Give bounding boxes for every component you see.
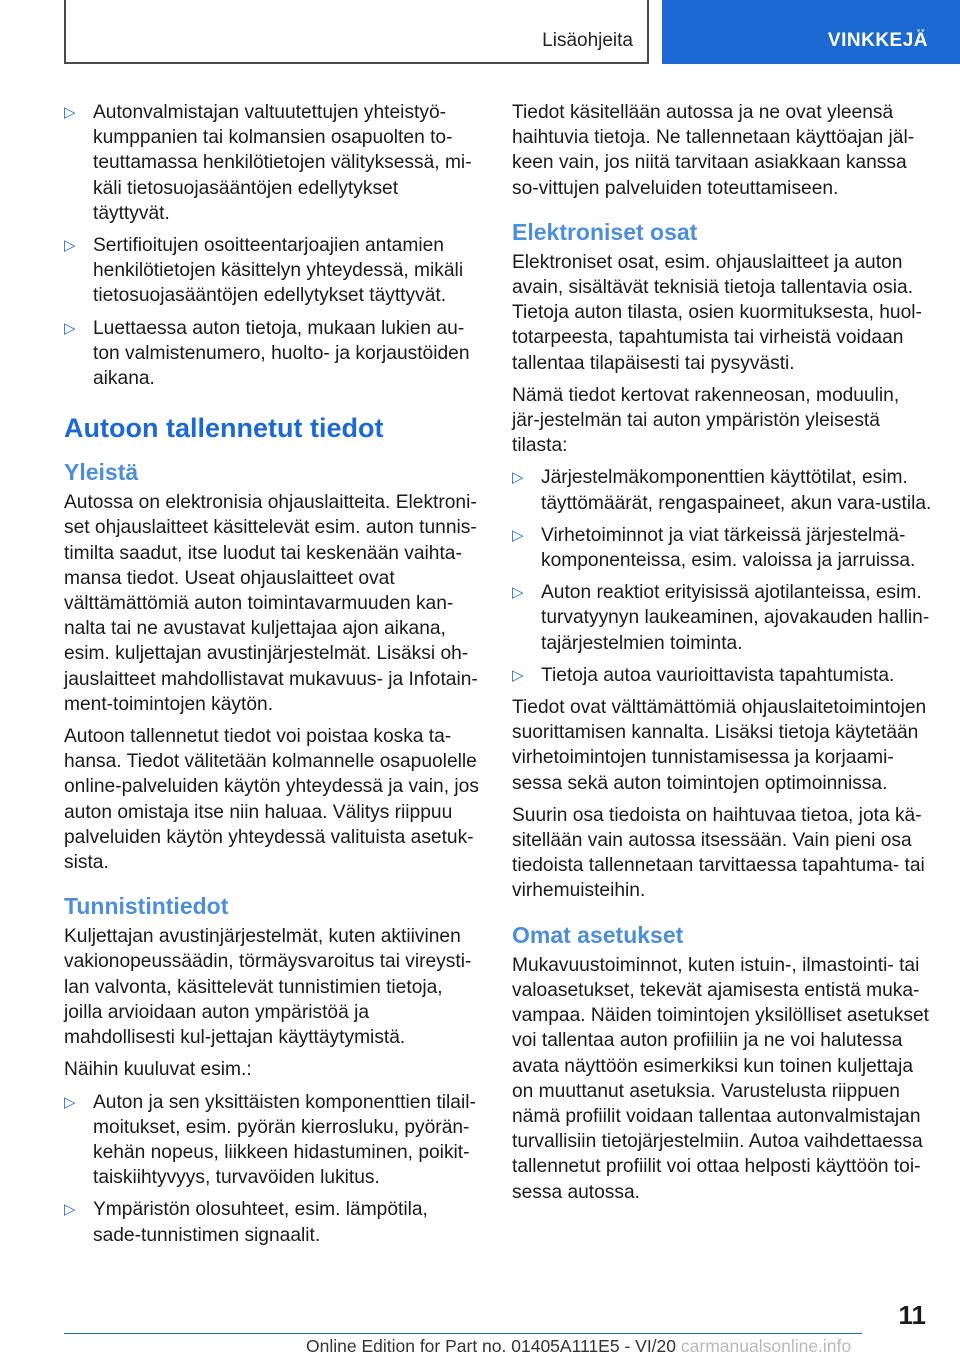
elektroniset-bullet-list: [512, 465, 932, 688]
list-item: ▷ Tietoja autoa vaurioittavista tapahtumista.: [512, 663, 932, 688]
triangle-right-icon: ▷: [64, 237, 76, 255]
triangle-right-icon: ▷: [64, 1093, 76, 1111]
paragraph: Nämä tiedot kertovat rakenneosan, moduulin, jär-jestelmän tai auton ympäristön yleisestä tilasta:: [512, 384, 900, 457]
triangle-right-icon: ▷: [512, 469, 524, 487]
header-chapter-title: VINKKEJÄ: [827, 30, 928, 51]
intro-bullet-list: [64, 100, 480, 391]
header-section-title: Lisäohjeita: [542, 30, 633, 51]
triangle-right-icon: ▷: [512, 526, 524, 544]
list-item: ▷ Virhetoiminnot ja viat tärkeissä järjestelmä-komponenteissa, esim. valoissa ja jarruissa.: [512, 524, 916, 572]
triangle-right-icon: ▷: [512, 666, 524, 684]
list-item: ▷ Järjestelmäkomponenttien käyttötilat, esim. täyttömäärät, rengaspaineet, akun vara-ustila.: [512, 467, 932, 514]
yleista-heading: Yleistä: [64, 459, 139, 486]
paragraph: Näihin kuuluvat esim.:: [64, 1059, 252, 1081]
header-chapter-tab: [662, 0, 960, 64]
list-item: ▷ Luettaessa auton tietoja, mukaan lukien au-ton valmistenumero, huolto- ja korjaustöiden aikana.: [64, 317, 470, 390]
omat-asetukset-heading: Omat asetukset: [512, 921, 684, 948]
footer-divider: [64, 1333, 862, 1334]
triangle-right-icon: ▷: [64, 319, 76, 337]
list-item: ▷ Sertifioitujen osoitteentarjoajien antamien henkilötietojen käsittelyn yhteydessä, mikäli tietosuojasääntöjen edellytykset täyttyvät.: [64, 235, 464, 307]
triangle-right-icon: ▷: [64, 104, 76, 121]
paragraph: Autossa on elektronisia ohjauslaitteita. Elektroni-set ohjauslaitteet käsittelevät esim. auton tunnis-timilta saadut, itse luodut tai keskenään vaihta-mansa tiedot. Useat ohjauslaitteet ovat välttämättömiä auton toimintavarmuuden kan-nalta tai ne avustavat kuljettajaa ajon aikana, esim. kuljettajan avustinjärjestelmät. Lisäksi oh-jauslaitteet mahdollistavat mukavuus- ja Infotain-ment-toimintojen käytön.: [64, 492, 478, 715]
list-item: ▷ Ympäristön olosuhteet, esim. lämpötila, sade-tunnistimen signaalit.: [64, 1199, 428, 1246]
triangle-right-icon: ▷: [64, 1201, 76, 1219]
paragraph: Autoon tallennetut tiedot voi poistaa koska ta-hansa. Tiedot välitetään kolmannelle osapuolelle online-palveluiden käytön yhteydessä ja vain, jos auton omistaja itse niin haluaa. Välitys riippuu palveluiden käytön yhteydessä valituista asetuk-sista.: [64, 726, 479, 874]
tunnistin-bullet-list: [64, 1090, 480, 1248]
left-column: [64, 100, 480, 1255]
paragraph: Kuljettajan avustinjärjestelmät, kuten aktiivinen vakionopeussäädin, törmäysvaroitus tai vireysti-lan valvonta, käsittelevät tunnistimien tietoja, joilla arvioidaan auton ympäristöä ja mahdollisesti kul-jettajan käyttäytymistä.: [64, 926, 472, 1049]
paragraph: Suurin osa tiedoista on haihtuvaa tietoa, jota kä-sitellään vain autossa itsessään. Vain pieni osa tiedoista tallennetaan tarvittaessa tapahtuma- tai virhemuisteihin.: [512, 804, 925, 902]
right-column: [512, 100, 932, 1212]
page-number: 11: [898, 1300, 926, 1330]
triangle-right-icon: ▷: [512, 584, 524, 602]
footer-watermark[interactable]: carmanualsonline.info: [680, 1336, 852, 1356]
footer-edition: [306, 1336, 851, 1357]
list-item: ▷ Auton reaktiot erityisissä ajotilanteissa, esim. turvatyynyn laukeaminen, ajovakauden hallin-tajärjestelmien toiminta.: [512, 582, 930, 654]
tunnistin-heading: Tunnistintiedot: [64, 893, 229, 920]
elektroniset-heading: Elektroniset osat: [512, 218, 698, 245]
paragraph: Mukavuustoiminnot, kuten istuin-, ilmastointi- tai valoasetukset, tekevät ajamisesta entistä muka-vampaa. Näiden toimintojen yksilölliset asetukset voi tallentaa auton profiiliin ja ne voi halutessa avata näyttöön esimerkiksi kun toinen kuljettaja on muuttanut asetuksia. Varustelusta riippuen nämä profiilit voidaan tallentaa autonvalmistajan turvallisiin tietojärjestelmiin. Autoa vaihdettaessa tallennetut profiilit voi ottaa helposti käyttöön toi-sessa autossa.: [512, 954, 930, 1203]
paragraph: Tiedot käsitellään autossa ja ne ovat yleensä haihtuvia tietoja. Ne tallennetaan käyttöajan jäl-keen vain, jos niitä tarvitaan asiakkaan kanssa so-vittujen palveluiden toteuttamiseen.: [512, 102, 915, 199]
footer-edition-text: Online Edition for Part no. 01405A111E5 - VI/20: [306, 1336, 677, 1356]
paragraph: Tiedot ovat välttämättömiä ohjauslaitetoimintojen suorittamisen kannalta. Lisäksi tietoja käytetään virhetoimintojen tunnistamisessa ja korjaami-sessa sekä auton toimintojen optimoinnissa.: [512, 697, 927, 794]
paragraph: Elektroniset osat, esim. ohjauslaitteet ja auton avain, sisältävät teknisiä tietoja tallentavia osia. Tietoja auton tilasta, osien kuormituksesta, huol-totarpeesta, tapahtumista tai virheistä voidaan tallentaa tilapäisesti tai pysyvästi.: [512, 251, 922, 374]
list-item: ▷ Auton ja sen yksittäisten komponenttien tilail-moitukset, esim. pyörän kierrosluku, pyörän-kehän nopeus, liikkeen hidastuminen, poikit-taiskiihtyvyys, turvavöiden lukitus.: [64, 1091, 476, 1189]
header-section-box: [64, 0, 649, 64]
list-item: ▷ Autonvalmistajan valtuutettujen yhteistyö-kumppanien tai kolmansien osapuolten to-teuttamassa henkilötietojen välityksessä, mi-käli tietosuojasääntöjen edellytykset täyttyvät.: [64, 102, 472, 224]
main-heading: Autoon tallennetut tiedot: [64, 413, 384, 444]
